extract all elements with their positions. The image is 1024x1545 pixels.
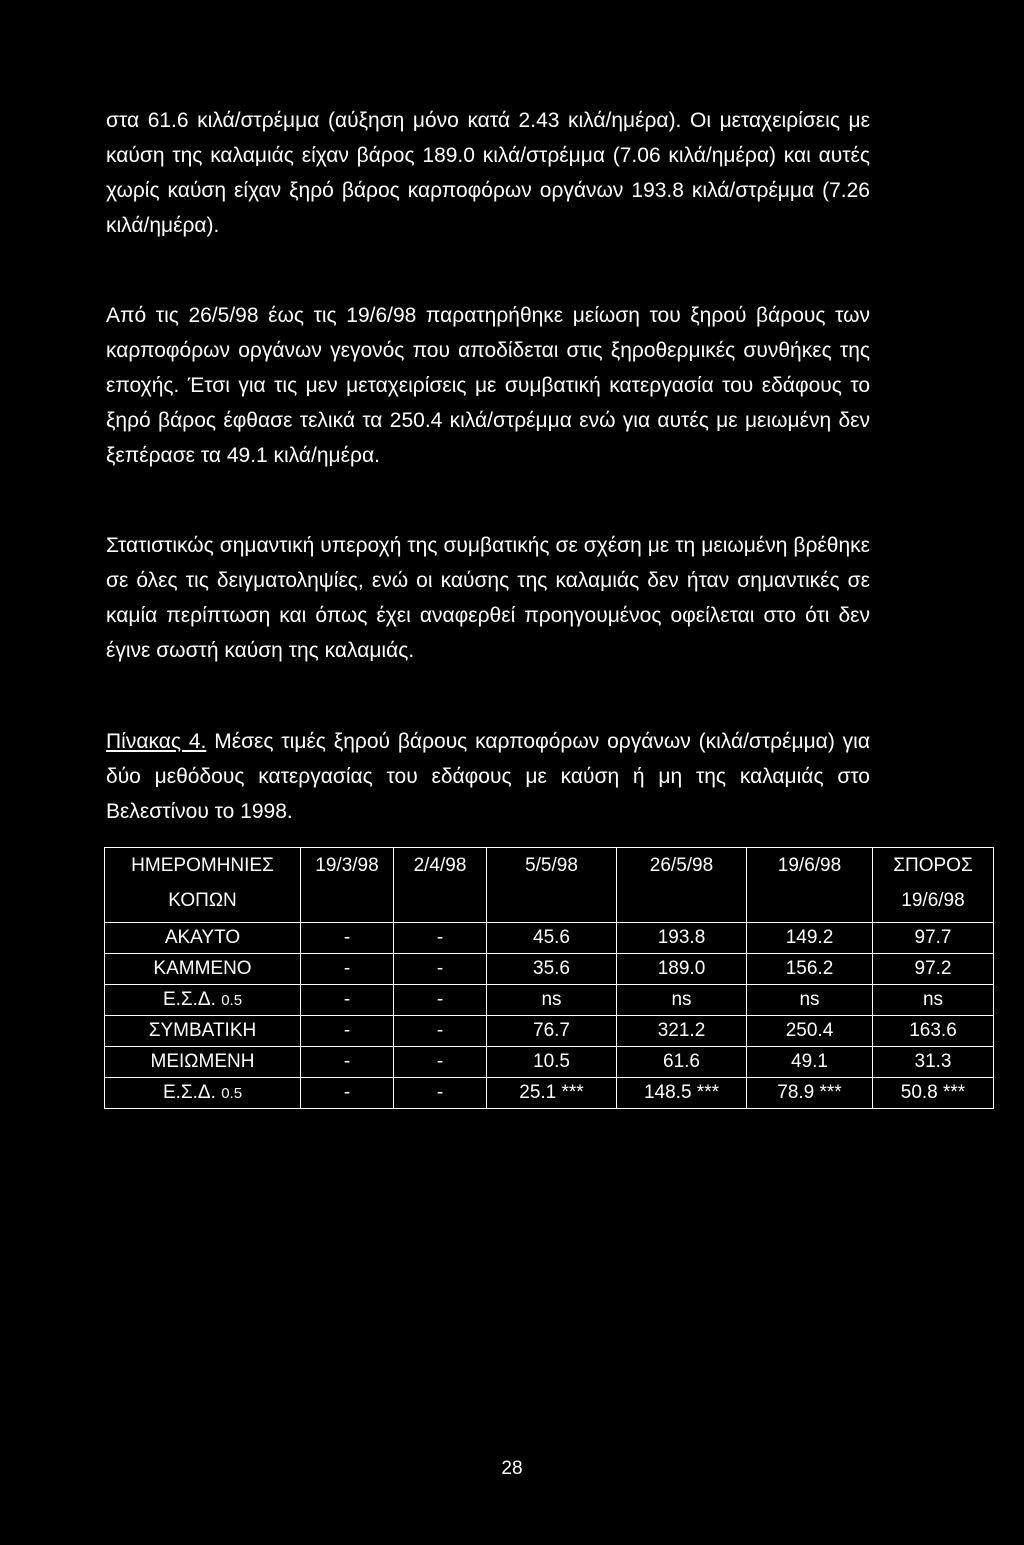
table-caption-label: Πίνακας 4. [106,730,207,753]
table-cell: 97.2 [873,954,994,985]
table-caption-text: Μέσες τιμές ξηρού βάρους καρποφόρων οργάνων (κιλά/στρέμμα) για δύο μεθόδους κατεργασίας του εδάφους με καύση ή μη της καλαμιάς στο Βελεστίνου το 1998. [106,730,870,823]
header-date: 5/5/98 [487,848,617,923]
row-label: Ε.Σ.Δ. 0.5 [105,1078,301,1109]
paragraph-2: Από τις 26/5/98 έως τις 19/6/98 παρατηρήθηκε μείωση του ξηρού βάρους των καρποφόρων οργάνων γεγονός που αποδίδεται στις ξηροθερμικές συνθήκες της εποχής. Έτσι για τις μεν μεταχειρίσεις με συμβατική κατεργασία του εδάφους το ξηρό βάρος έφθασε τελικά τα 250.4 κιλά/στρέμμα ενώ για αυτές με μειωμένη δεν ξεπέρασε τα 49.1 κιλά/ημέρα. [106,304,870,467]
table-cell: - [301,923,394,954]
table-cell: 321.2 [617,1016,747,1047]
row-label: ΑΚΑΥΤΟ [105,923,301,954]
table-cell: 193.8 [617,923,747,954]
table-cell: - [301,1078,394,1109]
table-row [105,1016,994,1047]
table-cell: 61.6 [617,1047,747,1078]
table-cell: - [394,1016,487,1047]
table-cell: 49.1 [747,1047,873,1078]
header-dates-line1: ΗΜΕΡΟΜΗΝΙΕΣ [131,855,274,876]
row-label: ΜΕΙΩΜΕΝΗ [105,1047,301,1078]
table-row [105,1078,994,1109]
table-cell: 148.5 *** [617,1078,747,1109]
table-cell: - [394,985,487,1016]
table-cell: - [394,954,487,985]
table-cell: - [301,985,394,1016]
header-date: 19/3/98 [301,848,394,923]
header-dates-line2: ΚΟΠΩΝ [168,890,237,911]
row-label: Ε.Σ.Δ. 0.5 [105,985,301,1016]
table-cell: 149.2 [747,923,873,954]
table-row [105,1047,994,1078]
table-cell: - [394,1078,487,1109]
table-cell: 163.6 [873,1016,994,1047]
row-label: ΚΑΜΜΕΝΟ [105,954,301,985]
table-header-row [105,848,994,923]
header-sowing-line2: 19/6/98 [901,890,965,911]
table-cell: - [301,954,394,985]
table-cell: 10.5 [487,1047,617,1078]
header-date: 2/4/98 [394,848,487,923]
table-cell: - [394,1047,487,1078]
paragraph-3: Στατιστικώς σημαντική υπεροχή της συμβατικής σε σχέση με τη μειωμένη βρέθηκε σε όλες τις δειγματοληψίες, ενώ οι καύσης της καλαμιάς δεν ήταν σημαντικές σε καμία περίπτωση και όπως έχει αναφερθεί προηγουμένος οφείλεται στο ότι δεν έγινε σωστή καύση της καλαμιάς. [106,534,870,662]
header-sowing [873,848,994,923]
table-cell: 25.1 *** [487,1078,617,1109]
table-cell: ns [487,985,617,1016]
table-row [105,985,994,1016]
header-date: 26/5/98 [617,848,747,923]
table-row [105,923,994,954]
row-label: ΣΥΜΒΑΤΙΚΗ [105,1016,301,1047]
table-cell: 78.9 *** [747,1078,873,1109]
table-row [105,954,994,985]
table-cell: 50.8 *** [873,1078,994,1109]
table-cell: 76.7 [487,1016,617,1047]
data-table [104,847,994,1109]
table-cell: - [394,923,487,954]
table-caption [106,724,870,829]
table-cell: ns [873,985,994,1016]
table-cell: 45.6 [487,923,617,954]
table-cell: 97.7 [873,923,994,954]
table-cell: 35.6 [487,954,617,985]
paragraph-1: στα 61.6 κιλά/στρέμμα (αύξηση μόνο κατά 2.43 κιλά/ημέρα). Οι μεταχειρίσεις με καύση της καλαμιάς είχαν βάρος 189.0 κιλά/στρέμμα (7.06 κιλά/ημέρα) και αυτές χωρίς καύση είχαν ξηρό βάρος καρποφόρων οργάνων 193.8 κιλά/στρέμμα (7.26 κιλά/ημέρα). [106,109,870,237]
table-cell: - [301,1016,394,1047]
header-sowing-line1: ΣΠΟΡΟΣ [893,855,973,876]
header-dates-label [105,848,301,923]
table-cell: ns [747,985,873,1016]
page-number: 28 [501,1458,523,1479]
table-cell: 156.2 [747,954,873,985]
table-cell: ns [617,985,747,1016]
header-date: 19/6/98 [747,848,873,923]
table-cell: 189.0 [617,954,747,985]
table-cell: 250.4 [747,1016,873,1047]
table-cell: 31.3 [873,1047,994,1078]
table-cell: - [301,1047,394,1078]
